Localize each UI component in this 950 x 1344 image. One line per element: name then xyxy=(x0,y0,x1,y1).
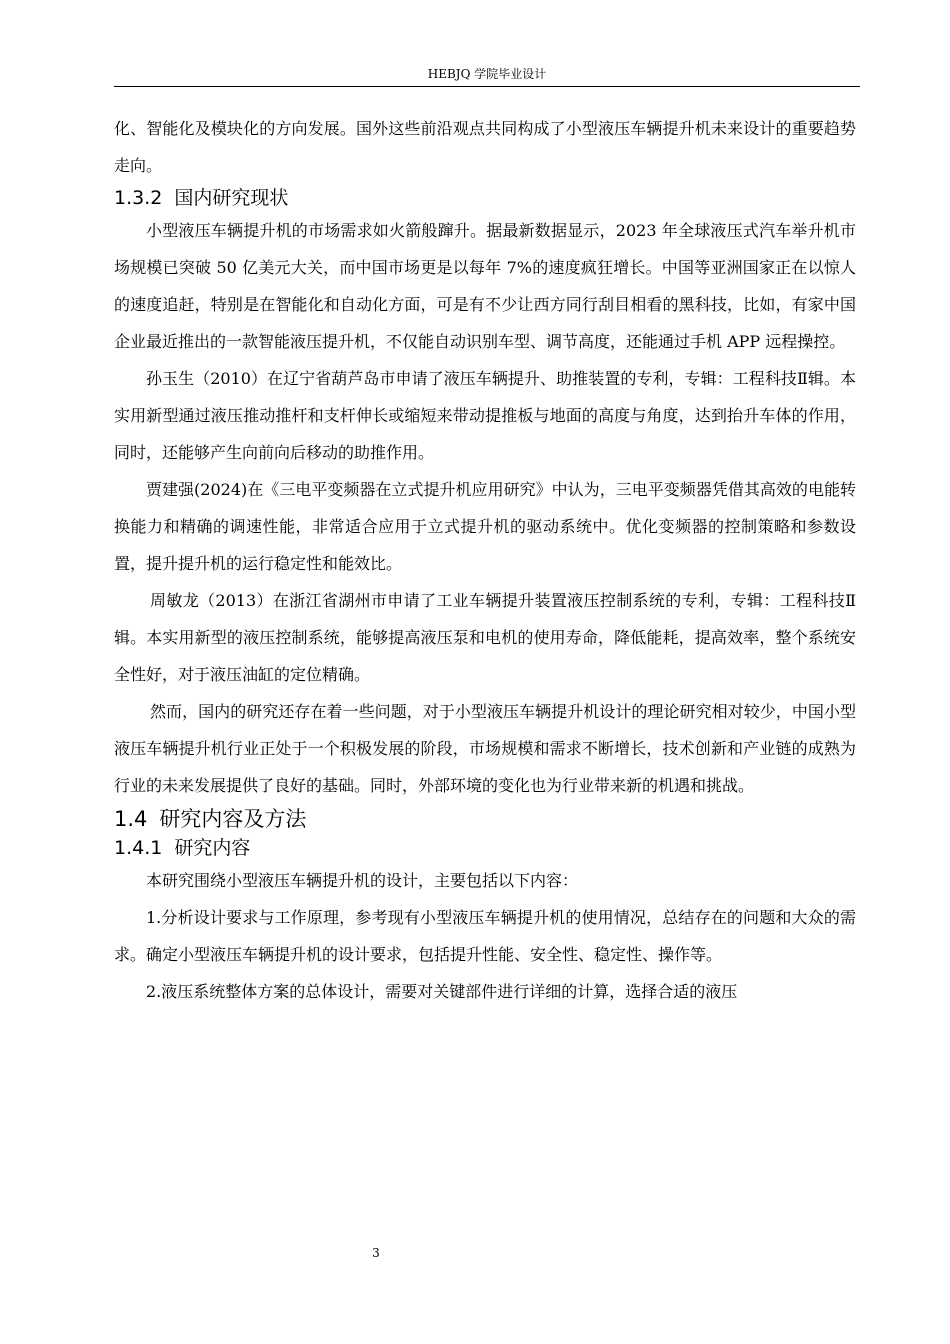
page-header: HEBJQ 学院毕业设计 xyxy=(427,67,547,81)
section-title: 研究内容及方法 xyxy=(159,807,307,831)
paragraph-sun-yusheng: 孙玉生（2010）在辽宁省葫芦岛市申请了液压车辆提升、助推装置的专利，专辑：工程科技Ⅱ辑。本实用新型通过液压推动推杆和支杆伸长或缩短来带动提推板与地面的高度与角度，达到抬升车体的作用，同时，还能够产生向前向后移动的助推作用。 xyxy=(114,369,856,462)
paragraph-domestic-issues: 然而，国内的研究还存在着一些问题，对于小型液压车辆提升机设计的理论研究相对较少，中国小型液压车辆提升机行业正处于一个积极发展的阶段，市场规模和需求不断增长，技术创新和产业链的成熟为行业的未来发展提供了良好的基础。同时，外部环境的变化也为行业带来新的机遇和挑战。 xyxy=(114,702,856,795)
paragraph-research-intro: 本研究围绕小型液压车辆提升机的设计，主要包括以下内容： xyxy=(146,871,579,890)
section-heading-1-4-1 xyxy=(114,834,856,862)
paragraph-market-demand: 小型液压车辆提升机的市场需求如火箭般蹿升。据最新数据显示，2023 年全球液压式汽车举升机市场规模已突破 50 亿美元大关，而中国市场更是以每年 7%的速度疯狂增长。中国等亚洲国家正在以惊人的速度追赶，特别是在智能化和自动化方面，可是有不少让西方同行刮目相看的黑科技，比如，有家中国企业最近推出的一款智能液压提升机，不仅能自动识别车型、调节高度，还能通过手机 APP 远程操控。 xyxy=(114,221,856,351)
paragraph-continued: 化、智能化及模块化的方向发展。国外这些前沿观点共同构成了小型液压车辆提升机未来设计的重要趋势走向。 xyxy=(114,119,856,175)
header-divider xyxy=(114,86,860,87)
paragraph-jia-jianqiang: 贾建强(2024)在《三电平变频器在立式提升机应用研究》中认为，三电平变频器凭借其高效的电能转换能力和精确的调速性能，非常适合应用于立式提升机的驱动系统中。优化变频器的控制策略和参数设置，提升提升机的运行稳定性和能效比。 xyxy=(114,480,856,573)
page-body xyxy=(114,110,856,1010)
list-item-2: 2.液压系统整体方案的总体设计，需要对关键部件进行详细的计算，选择合适的液压 xyxy=(146,982,738,1001)
section-heading-1-4 xyxy=(114,804,856,834)
section-title: 国内研究现状 xyxy=(174,187,289,209)
section-heading-1-3-2 xyxy=(114,184,856,212)
section-title: 研究内容 xyxy=(174,837,251,859)
list-item-1: 1.分析设计要求与工作原理，参考现有小型液压车辆提升机的使用情况，总结存在的问题和大众的需求。确定小型液压车辆提升机的设计要求，包括提升性能、安全性、稳定性、操作等。 xyxy=(114,908,856,964)
section-number: 1.3.2 xyxy=(114,187,163,209)
section-number: 1.4 xyxy=(114,807,148,831)
page-number: 3 xyxy=(372,1246,380,1260)
section-number: 1.4.1 xyxy=(114,837,163,859)
paragraph-zhou-minlong: 周敏龙（2013）在浙江省湖州市申请了工业车辆提升装置液压控制系统的专利，专辑：工程科技Ⅱ辑。本实用新型的液压控制系统，能够提高液压泵和电机的使用寿命，降低能耗，提高效率，整个系统安全性好，对于液压油缸的定位精确。 xyxy=(114,591,856,684)
